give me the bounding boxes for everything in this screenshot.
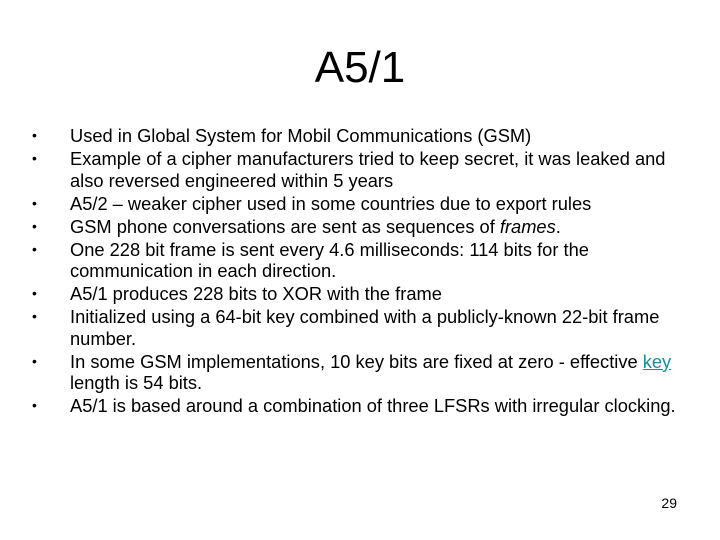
bullet-text: Used in Global System for Mobil Communications (GSM) — [70, 125, 532, 146]
slide-title: A5/1 — [314, 43, 406, 92]
bullet-text-end: length is 54 bits. — [70, 372, 203, 393]
bullet-list — [28, 125, 678, 418]
bullet-text-start: In some GSM implementations, 10 key bits are fixed at zero - effective — [70, 350, 643, 372]
bullet-text-start: GSM phone conversations are sent as sequences of — [70, 215, 500, 237]
bullet-text: A5/1 is based around a combination of three LFSRs with irregular clocking. — [70, 395, 676, 416]
bullet-item — [28, 193, 678, 215]
bullet-item — [28, 283, 678, 305]
bullet-text: A5/2 – weaker cipher used in some countries due to export rules — [70, 192, 592, 214]
bullet-icon: • — [32, 352, 37, 369]
key-link[interactable]: key — [642, 350, 672, 372]
bullet-text-end: . — [555, 215, 561, 237]
bullet-icon: • — [32, 397, 37, 413]
bullet-icon: • — [32, 150, 37, 166]
bullet-icon: • — [32, 127, 37, 143]
bullet-text: Example of a cipher manufacturers tried to keep secret, it was leaked and also reversed engineered within 5 years — [70, 148, 666, 191]
bullet-icon: • — [32, 217, 37, 234]
bullet-emphasis: frames — [499, 215, 556, 237]
bullet-icon: • — [32, 240, 37, 257]
bullet-icon: • — [32, 194, 37, 211]
bullet-item — [28, 395, 678, 417]
bullet-text: One 228 bit frame is sent every 4.6 milliseconds: 114 bits for the communication in each direction. — [70, 238, 589, 281]
bullet-item — [28, 125, 678, 147]
bullet-item — [28, 351, 678, 394]
bullet-item — [28, 306, 678, 349]
bullet-item — [28, 239, 678, 282]
bullet-icon: • — [32, 308, 37, 324]
bullet-text: Initialized using a 64-bit key combined with a publicly-known 22-bit frame number. — [70, 306, 660, 349]
bullet-item — [28, 148, 678, 191]
bullet-item — [28, 216, 678, 238]
page-number: 29 — [661, 495, 677, 511]
bullet-icon: • — [32, 285, 37, 301]
bullet-text: A5/1 produces 228 bits to XOR with the frame — [70, 283, 442, 304]
